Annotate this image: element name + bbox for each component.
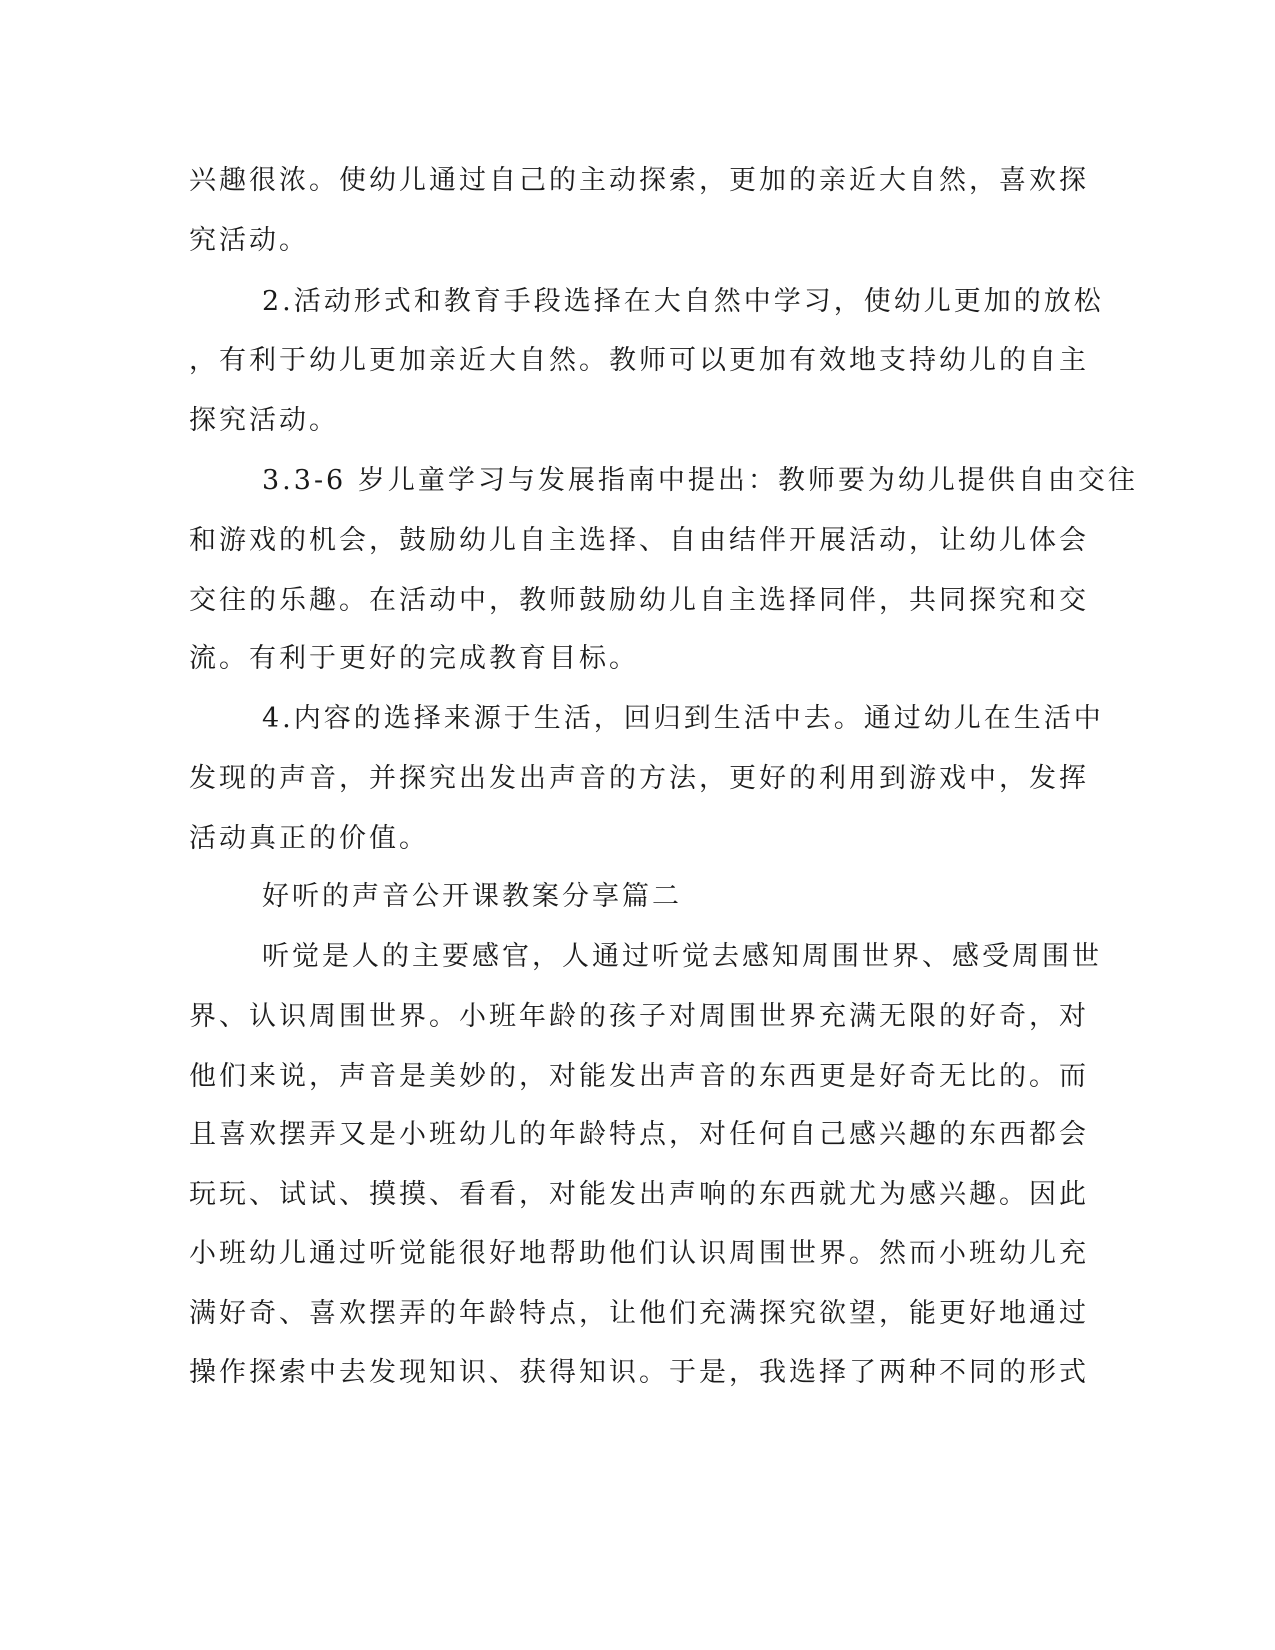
text-line: 探究活动。	[189, 405, 339, 436]
text-line: 操作探索中去发现知识、获得知识。于是，我选择了两种不同的形式	[189, 1357, 1089, 1388]
text-line: 和游戏的机会，鼓励幼儿自主选择、自由结伴开展活动，让幼儿体会	[189, 525, 1089, 556]
text-line: 发现的声音，并探究出发出声音的方法，更好的利用到游戏中，发挥	[189, 763, 1089, 794]
text-line: 交往的乐趣。在活动中，教师鼓励幼儿自主选择同伴，共同探究和交	[189, 585, 1089, 616]
section-heading: 好听的声音公开课教案分享篇二	[262, 881, 682, 912]
text-line: 兴趣很浓。使幼儿通过自己的主动探索，更加的亲近大自然，喜欢探	[189, 165, 1089, 196]
paragraph-start: 听觉是人的主要感官，人通过听觉去感知周围世界、感受周围世	[262, 941, 1102, 972]
text-line: 玩玩、试试、摸摸、看看，对能发出声响的东西就尤为感兴趣。因此	[189, 1179, 1089, 1210]
text-line: 他们来说，声音是美妙的，对能发出声音的东西更是好奇无比的。而	[189, 1061, 1089, 1092]
text-line: 小班幼儿通过听觉能很好地帮助他们认识周围世界。然而小班幼儿充	[189, 1238, 1089, 1269]
text-line: 究活动。	[189, 225, 309, 256]
text-line: ，有利于幼儿更加亲近大自然。教师可以更加有效地支持幼儿的自主	[189, 345, 1089, 376]
text-line: 流。有利于更好的完成教育目标。	[189, 643, 639, 674]
paragraph-4-start: 4.内容的选择来源于生活，回归到生活中去。通过幼儿在生活中	[262, 703, 1104, 734]
text-line: 且喜欢摆弄又是小班幼儿的年龄特点，对任何自己感兴趣的东西都会	[189, 1119, 1089, 1150]
text-line: 活动真正的价值。	[189, 823, 429, 854]
paragraph-2-start: 2.活动形式和教育手段选择在大自然中学习，使幼儿更加的放松	[262, 286, 1104, 317]
text-line: 满好奇、喜欢摆弄的年龄特点，让他们充满探究欲望，能更好地通过	[189, 1298, 1089, 1329]
text-line: 界、认识周围世界。小班年龄的孩子对周围世界充满无限的好奇，对	[189, 1001, 1089, 1032]
paragraph-3-start: 3.3-6 岁儿童学习与发展指南中提出：教师要为幼儿提供自由交往	[262, 465, 1138, 496]
